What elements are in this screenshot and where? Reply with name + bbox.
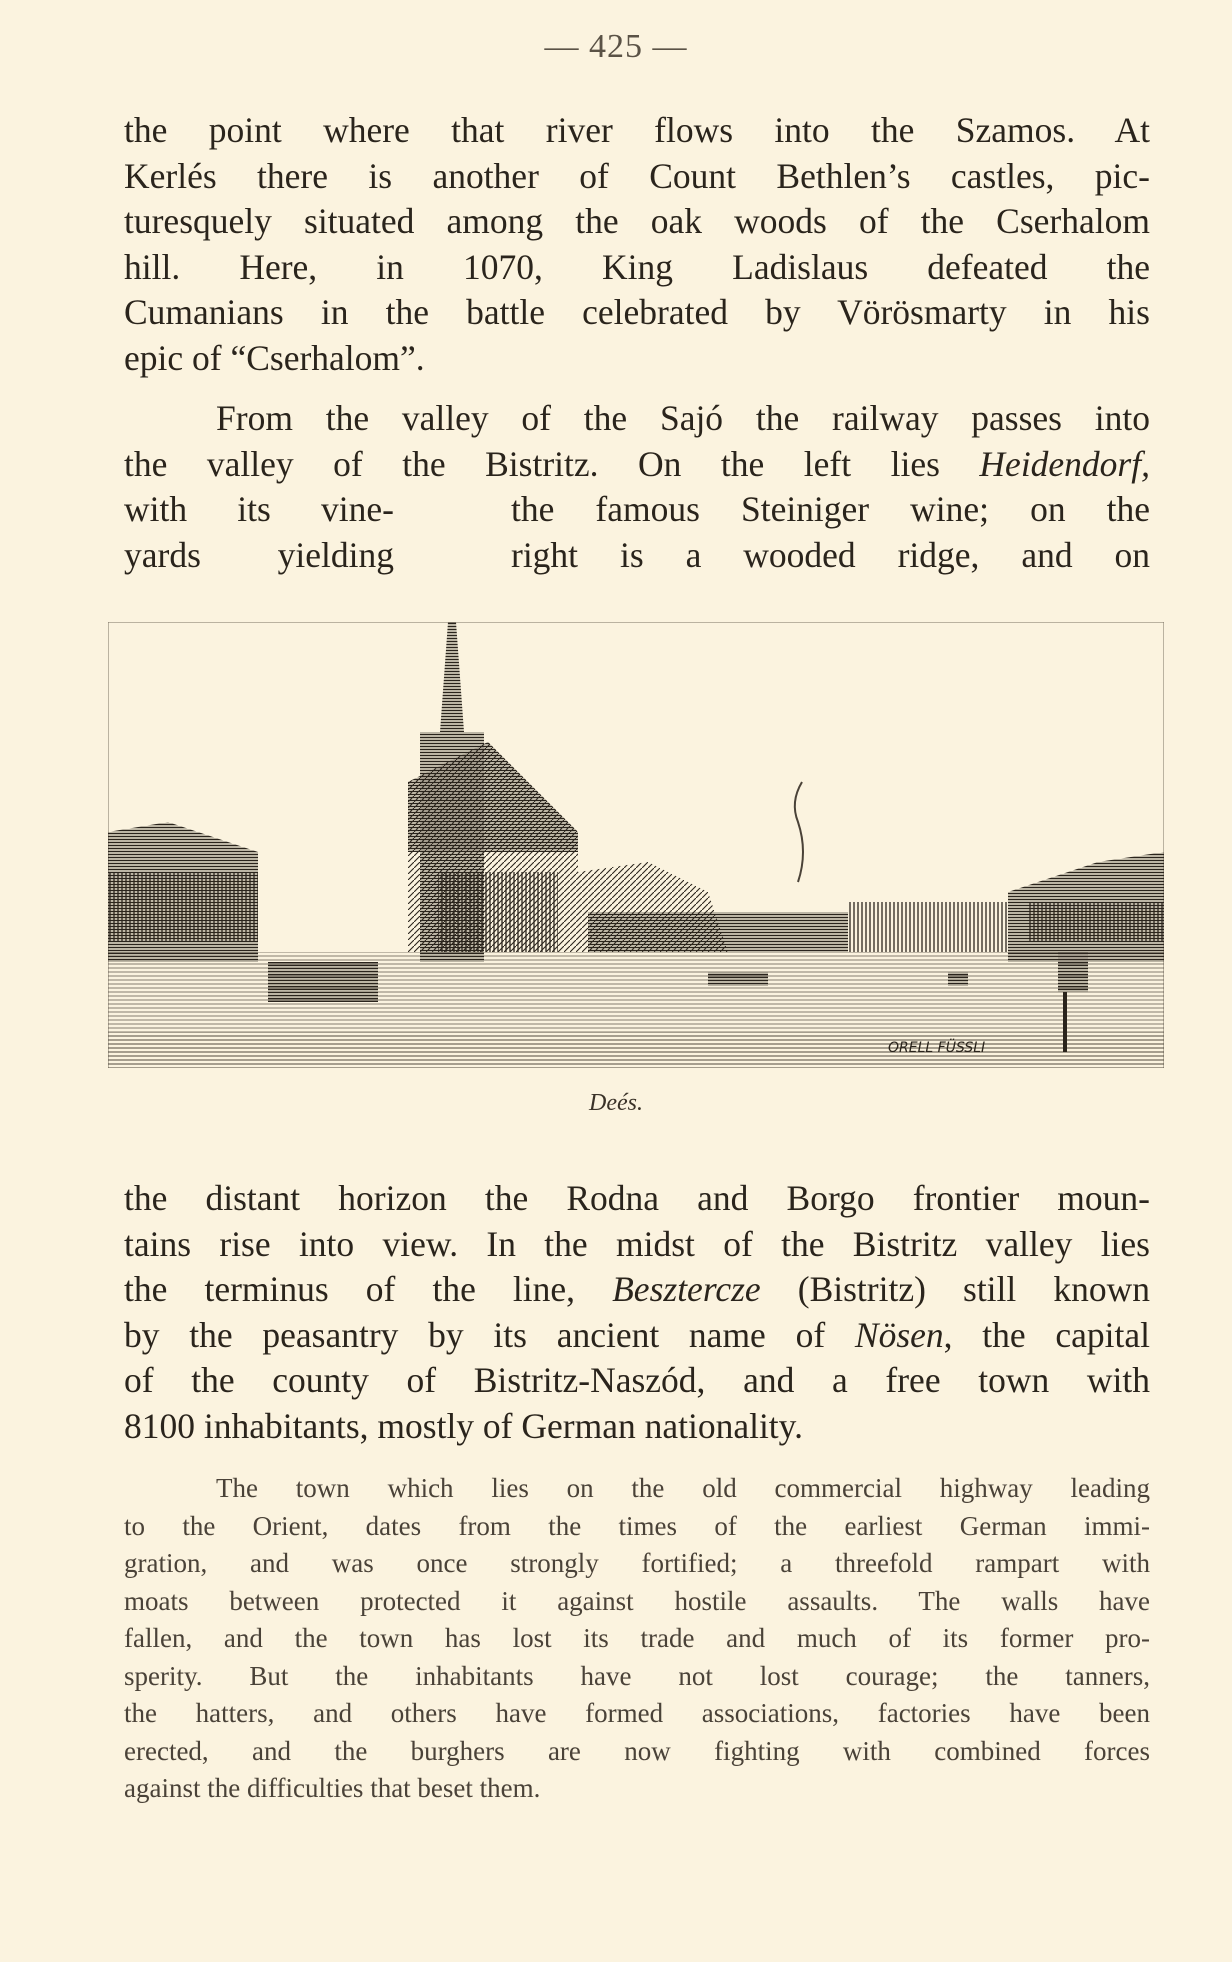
- engraving-dees: [108, 622, 1164, 1068]
- text-line: Cumanians in the battle celebrated by Vörösmarty in his: [124, 292, 1150, 332]
- text-line: of the county of Bistritz-Naszód, and a free town with: [124, 1360, 1150, 1400]
- text-run: , the capital: [943, 1314, 1150, 1355]
- text-line: turesquely situated among the oak woods of the Cserhalom: [124, 201, 1150, 241]
- text-line: gration, and was once strongly fortified; a threefold rampart with: [124, 1548, 1150, 1578]
- text-line: hill. Here, in 1070, King Ladislaus defeated the: [124, 246, 1150, 287]
- text-line: with its vine-: [124, 489, 394, 529]
- place-name-nosen: Nösen: [854, 1314, 944, 1355]
- text-run: by the peasantry by its ancient name of: [124, 1314, 855, 1355]
- engraver-signature: ORELL FÜSSLI: [888, 1040, 986, 1056]
- text-line: The town which lies on the old commercial highway leading: [216, 1473, 1150, 1503]
- text-line: the point where that river flows into the Szamos. At: [124, 110, 1150, 150]
- page-number: — 425 —: [544, 28, 688, 65]
- paragraph-2: [124, 396, 1150, 487]
- paragraph-1: [124, 108, 1150, 381]
- text-line: [124, 442, 1150, 488]
- paragraph-2-right-column: [511, 487, 1150, 578]
- text-line: [124, 1267, 1150, 1313]
- text-run: (Bistritz) still known: [760, 1269, 1151, 1309]
- text-line: 8100 inhabitants, mostly of German nationality.: [124, 1405, 803, 1446]
- text-line: Kerlés there is another of Count Bethlen’s castles, pic-: [124, 155, 1150, 196]
- text-line: the hatters, and others have formed associations, factories have been: [124, 1698, 1150, 1728]
- text-line: moats between protected it against hostile assaults. The walls have: [124, 1585, 1150, 1616]
- place-name-besztercze: Besztercze: [612, 1269, 761, 1309]
- text-line: against the difficulties that beset them.: [124, 1773, 541, 1803]
- text-line: to the Orient, dates from the times of the earliest German immi-: [124, 1510, 1150, 1541]
- figure-caption: Deés.: [589, 1090, 643, 1116]
- text-run: the terminus of the line,: [124, 1269, 613, 1309]
- paragraph-2-left-column: [124, 487, 394, 578]
- place-name-heidendorf: Heidendorf,: [979, 443, 1150, 484]
- text-line: epic of “Cserhalom”.: [124, 337, 425, 378]
- text-run: the valley of the Bistritz. On the left lies: [124, 443, 980, 484]
- text-line: right is a wooded ridge, and on: [511, 534, 1150, 575]
- text-line: From the valley of the Sajó the railway passes into: [216, 398, 1150, 438]
- text-line: sperity. But the inhabitants have not lost courage; the tanners,: [124, 1660, 1150, 1691]
- text-line: [124, 1313, 1150, 1359]
- paragraph-4: [124, 1470, 1150, 1808]
- text-line: yards yielding: [124, 534, 394, 575]
- text-line: the famous Steiniger wine; on the: [511, 489, 1150, 529]
- text-line: tains rise into view. In the midst of the Bistritz valley lies: [124, 1223, 1150, 1264]
- text-line: the distant horizon the Rodna and Borgo frontier moun-: [124, 1178, 1150, 1218]
- paragraph-3: [124, 1176, 1150, 1449]
- text-line: fallen, and the town has lost its trade and much of its former pro-: [124, 1623, 1150, 1653]
- text-line: erected, and the burghers are now fighting with combined forces: [124, 1735, 1150, 1766]
- engraving-illustration: [108, 622, 1164, 1068]
